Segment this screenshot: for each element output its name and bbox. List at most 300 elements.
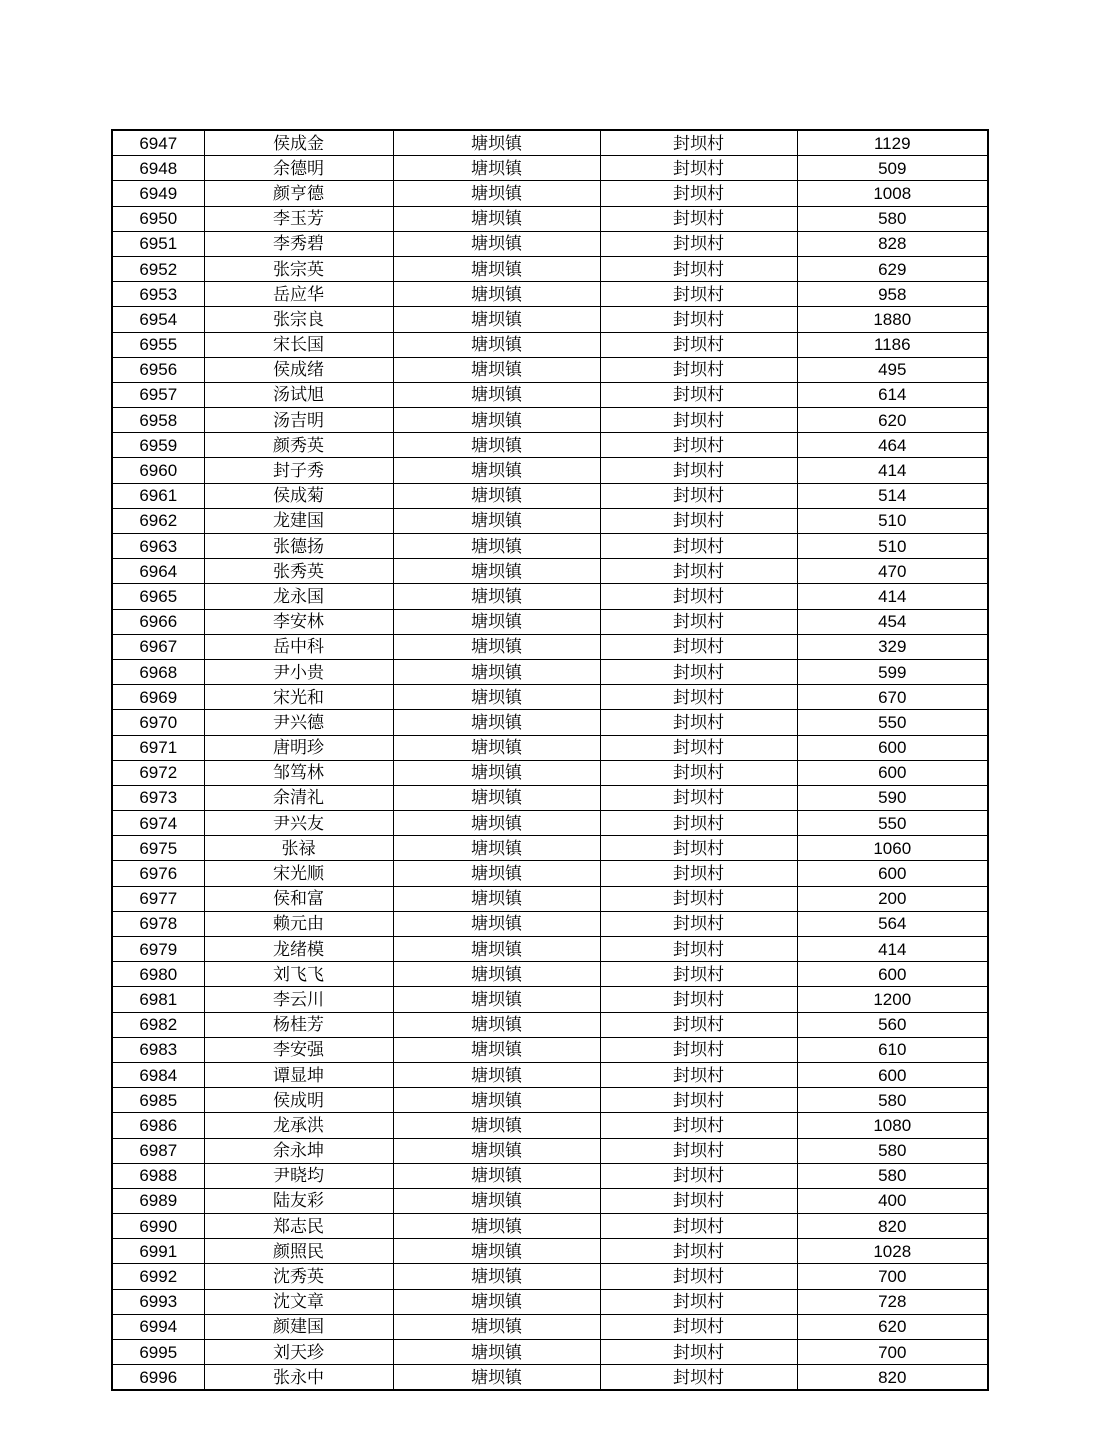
cell-amount: 620 [797,408,988,433]
cell-village: 封坝村 [600,408,797,433]
cell-amount: 400 [797,1188,988,1213]
cell-name: 宋光顺 [204,861,393,886]
cell-name: 张永中 [204,1365,393,1391]
cell-number: 6952 [112,256,204,281]
cell-number: 6992 [112,1264,204,1289]
table-row [112,1012,988,1037]
cell-town: 塘坝镇 [393,206,600,231]
table-row [112,534,988,559]
cell-number: 6979 [112,937,204,962]
cell-amount: 550 [797,710,988,735]
cell-town: 塘坝镇 [393,256,600,281]
cell-village: 封坝村 [600,1214,797,1239]
cell-town: 塘坝镇 [393,634,600,659]
cell-town: 塘坝镇 [393,886,600,911]
cell-number: 6967 [112,634,204,659]
cell-name: 尹小贵 [204,659,393,684]
cell-number: 6982 [112,1012,204,1037]
cell-amount: 510 [797,534,988,559]
cell-village: 封坝村 [600,1012,797,1037]
cell-amount: 600 [797,735,988,760]
cell-village: 封坝村 [600,1163,797,1188]
cell-name: 封子秀 [204,458,393,483]
table-row [112,1264,988,1289]
cell-amount: 600 [797,861,988,886]
cell-name: 李云川 [204,987,393,1012]
cell-amount: 828 [797,231,988,256]
cell-town: 塘坝镇 [393,785,600,810]
cell-number: 6985 [112,1088,204,1113]
cell-number: 6977 [112,886,204,911]
cell-amount: 1200 [797,987,988,1012]
cell-town: 塘坝镇 [393,1239,600,1264]
cell-name: 汤吉明 [204,408,393,433]
cell-number: 6976 [112,861,204,886]
cell-name: 张宗英 [204,256,393,281]
cell-number: 6969 [112,685,204,710]
table-row [112,130,988,156]
cell-number: 6996 [112,1365,204,1391]
table-row [112,1062,988,1087]
cell-village: 封坝村 [600,1188,797,1213]
table-row [112,785,988,810]
cell-village: 封坝村 [600,760,797,785]
cell-name: 谭显坤 [204,1062,393,1087]
cell-village: 封坝村 [600,811,797,836]
table-row [112,1365,988,1391]
cell-town: 塘坝镇 [393,156,600,181]
cell-town: 塘坝镇 [393,962,600,987]
table-row [112,735,988,760]
table-row [112,307,988,332]
table-body [112,130,988,1390]
cell-name: 张禄 [204,836,393,861]
cell-number: 6981 [112,987,204,1012]
table-row [112,861,988,886]
cell-town: 塘坝镇 [393,282,600,307]
cell-amount: 550 [797,811,988,836]
cell-name: 余永坤 [204,1138,393,1163]
cell-amount: 958 [797,282,988,307]
cell-town: 塘坝镇 [393,1062,600,1087]
cell-amount: 1008 [797,181,988,206]
cell-amount: 580 [797,1138,988,1163]
table-row [112,962,988,987]
cell-town: 塘坝镇 [393,357,600,382]
cell-village: 封坝村 [600,962,797,987]
cell-number: 6988 [112,1163,204,1188]
cell-town: 塘坝镇 [393,231,600,256]
cell-number: 6964 [112,559,204,584]
cell-village: 封坝村 [600,508,797,533]
cell-amount: 670 [797,685,988,710]
cell-town: 塘坝镇 [393,836,600,861]
cell-town: 塘坝镇 [393,1138,600,1163]
cell-village: 封坝村 [600,1340,797,1365]
cell-village: 封坝村 [600,206,797,231]
cell-town: 塘坝镇 [393,659,600,684]
cell-town: 塘坝镇 [393,760,600,785]
cell-number: 6951 [112,231,204,256]
cell-village: 封坝村 [600,282,797,307]
cell-amount: 470 [797,559,988,584]
table-row [112,181,988,206]
cell-town: 塘坝镇 [393,458,600,483]
cell-amount: 614 [797,382,988,407]
cell-town: 塘坝镇 [393,811,600,836]
cell-number: 6947 [112,130,204,156]
cell-number: 6975 [112,836,204,861]
cell-town: 塘坝镇 [393,559,600,584]
cell-amount: 1129 [797,130,988,156]
cell-name: 沈文章 [204,1289,393,1314]
cell-name: 尹兴德 [204,710,393,735]
cell-village: 封坝村 [600,1289,797,1314]
cell-number: 6954 [112,307,204,332]
cell-amount: 610 [797,1037,988,1062]
cell-number: 6956 [112,357,204,382]
cell-village: 封坝村 [600,1365,797,1391]
cell-number: 6965 [112,584,204,609]
cell-name: 沈秀英 [204,1264,393,1289]
cell-town: 塘坝镇 [393,433,600,458]
table-row [112,231,988,256]
cell-village: 封坝村 [600,357,797,382]
cell-name: 宋长国 [204,332,393,357]
cell-name: 李安强 [204,1037,393,1062]
cell-village: 封坝村 [600,1239,797,1264]
cell-town: 塘坝镇 [393,1289,600,1314]
cell-town: 塘坝镇 [393,685,600,710]
cell-name: 颜亨德 [204,181,393,206]
cell-town: 塘坝镇 [393,1314,600,1339]
cell-town: 塘坝镇 [393,1163,600,1188]
cell-town: 塘坝镇 [393,861,600,886]
cell-town: 塘坝镇 [393,332,600,357]
cell-number: 6970 [112,710,204,735]
cell-amount: 700 [797,1340,988,1365]
cell-name: 张德扬 [204,534,393,559]
cell-amount: 820 [797,1365,988,1391]
data-table [111,129,989,1391]
cell-village: 封坝村 [600,231,797,256]
cell-number: 6959 [112,433,204,458]
cell-town: 塘坝镇 [393,1264,600,1289]
cell-village: 封坝村 [600,256,797,281]
table-row [112,609,988,634]
cell-village: 封坝村 [600,483,797,508]
cell-village: 封坝村 [600,937,797,962]
table-row [112,1138,988,1163]
cell-village: 封坝村 [600,181,797,206]
cell-town: 塘坝镇 [393,1214,600,1239]
cell-village: 封坝村 [600,1037,797,1062]
cell-amount: 820 [797,1214,988,1239]
table-row [112,559,988,584]
cell-name: 张宗良 [204,307,393,332]
cell-number: 6962 [112,508,204,533]
cell-name: 龙绪模 [204,937,393,962]
cell-amount: 600 [797,760,988,785]
cell-town: 塘坝镇 [393,1088,600,1113]
cell-amount: 414 [797,584,988,609]
cell-number: 6984 [112,1062,204,1087]
cell-amount: 1060 [797,836,988,861]
cell-amount: 454 [797,609,988,634]
table-row [112,760,988,785]
cell-amount: 580 [797,1163,988,1188]
table-row [112,1239,988,1264]
cell-village: 封坝村 [600,685,797,710]
table-row [112,811,988,836]
cell-number: 6987 [112,1138,204,1163]
cell-name: 尹晓均 [204,1163,393,1188]
cell-village: 封坝村 [600,332,797,357]
cell-village: 封坝村 [600,659,797,684]
cell-name: 岳应华 [204,282,393,307]
table-row [112,332,988,357]
cell-town: 塘坝镇 [393,130,600,156]
cell-amount: 564 [797,911,988,936]
cell-town: 塘坝镇 [393,307,600,332]
cell-amount: 600 [797,1062,988,1087]
cell-village: 封坝村 [600,785,797,810]
table-row [112,659,988,684]
cell-number: 6973 [112,785,204,810]
cell-name: 余清礼 [204,785,393,810]
cell-number: 6991 [112,1239,204,1264]
table-row [112,1289,988,1314]
cell-number: 6974 [112,811,204,836]
cell-name: 宋光和 [204,685,393,710]
table-row [112,357,988,382]
cell-number: 6993 [112,1289,204,1314]
cell-town: 塘坝镇 [393,1365,600,1391]
table-row [112,458,988,483]
cell-name: 岳中科 [204,634,393,659]
cell-town: 塘坝镇 [393,937,600,962]
cell-village: 封坝村 [600,1138,797,1163]
cell-number: 6986 [112,1113,204,1138]
cell-town: 塘坝镇 [393,987,600,1012]
cell-number: 6994 [112,1314,204,1339]
cell-name: 颜照民 [204,1239,393,1264]
cell-amount: 1080 [797,1113,988,1138]
cell-village: 封坝村 [600,634,797,659]
cell-name: 侯成菊 [204,483,393,508]
table-row [112,206,988,231]
cell-name: 郑志民 [204,1214,393,1239]
table-row [112,1113,988,1138]
cell-amount: 329 [797,634,988,659]
cell-village: 封坝村 [600,1113,797,1138]
cell-amount: 414 [797,937,988,962]
table-row [112,1163,988,1188]
cell-town: 塘坝镇 [393,735,600,760]
cell-village: 封坝村 [600,559,797,584]
table-row [112,987,988,1012]
cell-town: 塘坝镇 [393,1188,600,1213]
cell-number: 6980 [112,962,204,987]
cell-amount: 514 [797,483,988,508]
table-row [112,408,988,433]
table-row [112,1214,988,1239]
cell-number: 6983 [112,1037,204,1062]
cell-village: 封坝村 [600,609,797,634]
cell-name: 李安林 [204,609,393,634]
cell-name: 颜建国 [204,1314,393,1339]
cell-number: 6957 [112,382,204,407]
cell-amount: 200 [797,886,988,911]
cell-name: 刘天珍 [204,1340,393,1365]
cell-amount: 599 [797,659,988,684]
table-row [112,508,988,533]
cell-village: 封坝村 [600,382,797,407]
table-row [112,886,988,911]
cell-village: 封坝村 [600,911,797,936]
cell-name: 龙建国 [204,508,393,533]
cell-amount: 495 [797,357,988,382]
cell-number: 6989 [112,1188,204,1213]
table-row [112,685,988,710]
cell-number: 6995 [112,1340,204,1365]
table-row [112,1340,988,1365]
cell-number: 6961 [112,483,204,508]
cell-name: 侯成明 [204,1088,393,1113]
cell-name: 汤试旭 [204,382,393,407]
cell-amount: 1186 [797,332,988,357]
table-row [112,382,988,407]
cell-village: 封坝村 [600,710,797,735]
cell-town: 塘坝镇 [393,534,600,559]
cell-town: 塘坝镇 [393,382,600,407]
cell-number: 6958 [112,408,204,433]
cell-number: 6968 [112,659,204,684]
cell-amount: 509 [797,156,988,181]
cell-village: 封坝村 [600,130,797,156]
cell-amount: 1880 [797,307,988,332]
cell-village: 封坝村 [600,584,797,609]
cell-village: 封坝村 [600,433,797,458]
cell-name: 赖元由 [204,911,393,936]
cell-town: 塘坝镇 [393,609,600,634]
cell-village: 封坝村 [600,534,797,559]
cell-name: 杨桂芳 [204,1012,393,1037]
cell-number: 6963 [112,534,204,559]
cell-village: 封坝村 [600,836,797,861]
cell-name: 尹兴友 [204,811,393,836]
cell-amount: 728 [797,1289,988,1314]
cell-village: 封坝村 [600,886,797,911]
cell-village: 封坝村 [600,735,797,760]
cell-number: 6990 [112,1214,204,1239]
table-row [112,282,988,307]
cell-number: 6955 [112,332,204,357]
cell-name: 侯和富 [204,886,393,911]
cell-amount: 414 [797,458,988,483]
cell-amount: 620 [797,1314,988,1339]
cell-village: 封坝村 [600,1062,797,1087]
table-row [112,836,988,861]
cell-name: 刘飞飞 [204,962,393,987]
cell-amount: 629 [797,256,988,281]
cell-number: 6972 [112,760,204,785]
cell-village: 封坝村 [600,861,797,886]
cell-name: 陆友彩 [204,1188,393,1213]
table-row [112,483,988,508]
cell-town: 塘坝镇 [393,1012,600,1037]
cell-town: 塘坝镇 [393,408,600,433]
cell-amount: 510 [797,508,988,533]
cell-amount: 700 [797,1264,988,1289]
table-row [112,256,988,281]
cell-amount: 580 [797,1088,988,1113]
cell-town: 塘坝镇 [393,911,600,936]
cell-name: 侯成绪 [204,357,393,382]
cell-name: 侯成金 [204,130,393,156]
table-row [112,1088,988,1113]
cell-number: 6971 [112,735,204,760]
cell-town: 塘坝镇 [393,1113,600,1138]
cell-town: 塘坝镇 [393,1340,600,1365]
cell-number: 6948 [112,156,204,181]
cell-name: 颜秀英 [204,433,393,458]
cell-village: 封坝村 [600,1088,797,1113]
table-row [112,1037,988,1062]
cell-town: 塘坝镇 [393,181,600,206]
table-row [112,937,988,962]
cell-town: 塘坝镇 [393,584,600,609]
cell-amount: 590 [797,785,988,810]
cell-village: 封坝村 [600,987,797,1012]
cell-town: 塘坝镇 [393,508,600,533]
table-row [112,634,988,659]
table-row [112,156,988,181]
cell-name: 李秀碧 [204,231,393,256]
table-row [112,911,988,936]
cell-name: 邹笃林 [204,760,393,785]
cell-name: 唐明珍 [204,735,393,760]
cell-town: 塘坝镇 [393,710,600,735]
cell-number: 6949 [112,181,204,206]
cell-amount: 580 [797,206,988,231]
cell-number: 6950 [112,206,204,231]
cell-name: 李玉芳 [204,206,393,231]
cell-village: 封坝村 [600,1264,797,1289]
cell-town: 塘坝镇 [393,1037,600,1062]
cell-number: 6966 [112,609,204,634]
table-row [112,710,988,735]
cell-town: 塘坝镇 [393,483,600,508]
table-row [112,1188,988,1213]
cell-number: 6960 [112,458,204,483]
cell-village: 封坝村 [600,156,797,181]
cell-name: 余德明 [204,156,393,181]
cell-village: 封坝村 [600,458,797,483]
cell-name: 张秀英 [204,559,393,584]
cell-village: 封坝村 [600,1314,797,1339]
cell-name: 龙永国 [204,584,393,609]
cell-number: 6953 [112,282,204,307]
cell-number: 6978 [112,911,204,936]
table-row [112,433,988,458]
cell-amount: 464 [797,433,988,458]
table-row [112,1314,988,1339]
cell-amount: 560 [797,1012,988,1037]
table-row [112,584,988,609]
cell-village: 封坝村 [600,307,797,332]
cell-name: 龙承洪 [204,1113,393,1138]
